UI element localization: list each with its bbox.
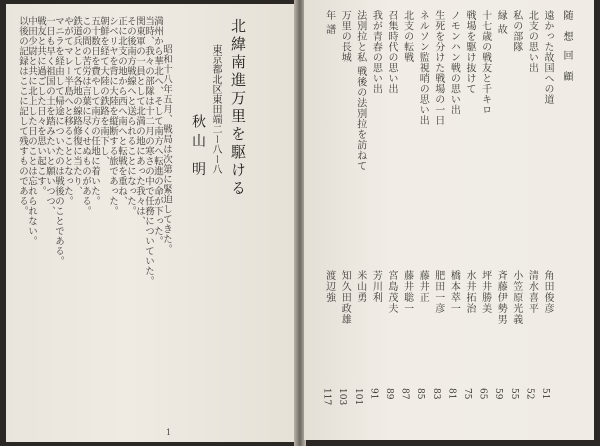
toc-title: 縁 故 (495, 10, 507, 35)
toc-entry[interactable] (322, 10, 336, 430)
toc-author: 芳川利 (370, 270, 382, 303)
toc-entry[interactable] (400, 10, 414, 430)
toc-author: 肥田一彦 (432, 270, 444, 314)
toc-title: ネルソン監視哨の思い出 (417, 10, 429, 126)
body-column: 中田少尉と共に北上した日のことは忘れられない。 (26, 16, 37, 246)
toc-title: 北支の転戦 (401, 10, 413, 63)
toc-title: ノモンハン戦の思い出 (448, 10, 460, 115)
toc-page-number: 81 (446, 388, 457, 400)
toc-entry[interactable] (368, 10, 382, 430)
body-column: 朝鮮を経て大陸の鉄路を南下し、 (98, 16, 109, 166)
body-column: 戦友と共に過ごした日々を思い起こす。 (35, 16, 46, 196)
toc-entry[interactable] (524, 10, 538, 430)
toc-page-number: 87 (399, 388, 410, 400)
toc-page-number: 51 (540, 388, 550, 400)
left-page (6, 4, 296, 442)
toc-author: 水井拓治 (464, 270, 475, 314)
toc-title: 十七歳の戦友と千キロ (479, 10, 491, 115)
toc-page-number: 91 (368, 388, 379, 400)
toc-page-number: 83 (430, 388, 441, 400)
section-head-memoirs: 回 顧 (561, 50, 572, 86)
toc-author: 渡辺強 (323, 270, 335, 303)
toc-entry[interactable] (540, 10, 554, 430)
section-head-essays: 随 想 (561, 10, 572, 46)
author-name: 秋山 明 (190, 114, 206, 181)
page-number: 1 (166, 428, 172, 437)
toc-title: 万里の長城 (339, 10, 351, 63)
toc-author: 橋本萃一 (448, 270, 460, 314)
toc-page-number: 103 (337, 388, 348, 406)
toc-author: 藤井正 (417, 270, 429, 303)
toc-page-number: 75 (462, 388, 472, 400)
toc-entry[interactable] (509, 10, 523, 430)
toc-author: 小笠原光義 (510, 270, 522, 325)
toc-entry[interactable] (493, 10, 507, 430)
toc-page-number: 65 (477, 388, 488, 400)
body-column: 昭和十八年五月、戦局は次第に緊迫してきた。 (161, 44, 172, 254)
toc-author: 角田俊彦 (542, 270, 553, 314)
body-column: シベリヤを背に大陸を縦断する旅であった。 (107, 16, 118, 216)
toc-entry[interactable] (384, 10, 398, 430)
toc-author: 知久田政雄 (339, 270, 351, 325)
toc-title: 召集時代の思い出 (386, 10, 397, 94)
body-column: 関東軍の一員として北満の地にあった我々は、 (134, 16, 145, 226)
toc-entry[interactable] (446, 10, 460, 430)
toc-page-number: 59 (493, 388, 504, 400)
toc-title: 我が青春の思い出 (370, 10, 382, 94)
toc-page-number: 52 (524, 388, 535, 400)
toc-page-number: 117 (321, 388, 332, 406)
toc-title: 遠かった故国への道 (542, 10, 553, 105)
body-column: この間の苦労は言葉に尽くせぬものがある。 (80, 16, 91, 216)
body-column: 以後の記録はここに記して残すものである。 (17, 16, 28, 216)
toc-entry[interactable] (431, 10, 445, 430)
author-address: 東京都北区東田端二ー八ー八 (210, 44, 221, 174)
toc-entry[interactable] (337, 10, 351, 430)
toc-author: 米山勇 (354, 270, 366, 303)
body-column: 一日も早く祖国の土を踏みたいと願いつつ、 (44, 16, 55, 216)
toc-title: 北支の思い出 (526, 10, 538, 73)
essay-title: 北緯南進万里を駆ける (229, 18, 247, 198)
toc-title: 年 譜 (323, 10, 335, 35)
toc-title: 生死を分けた戦場の一日 (432, 10, 444, 126)
body-column: 満州から華北へ、そして南方へ転進の命が下った。 (152, 16, 163, 246)
toc-entry[interactable] (415, 10, 429, 430)
body-column: 当時、我々の部隊は十二月の寒さの中で任務についていた。 (143, 16, 154, 286)
toc-author: 宮島茂夫 (386, 270, 397, 314)
toc-entry[interactable] (478, 10, 492, 430)
toc-title: 私の部隊 (510, 10, 522, 52)
body-column: マニラを経由して帰途についたのは戦後のことである。 (53, 16, 64, 266)
toc-author: 藤井聡一 (401, 270, 413, 314)
body-column: 正に北支の地から西へ南へと転戦を重ね、 (116, 16, 127, 206)
toc-title: 戦場を駆け抜けて (464, 10, 475, 94)
body-column: やがてマレー半島へと移ることとなった。 (62, 16, 73, 206)
body-column: 鉄道兵として各地の線路修復に当たり、 (71, 16, 82, 196)
toc-page-number: 101 (352, 388, 363, 406)
toc-author: 斉藤伊勢男 (495, 270, 507, 325)
body-column: その後南方戦線へと送られることになった。 (125, 16, 136, 216)
toc-page-number: 85 (415, 388, 426, 400)
toc-entry[interactable] (353, 10, 367, 430)
toc-entry[interactable] (462, 10, 476, 430)
toc-author: 清水喜平 (526, 270, 538, 314)
toc-title: 法別拉と私 戦後の法別拉を訪ねて (354, 10, 366, 172)
toc-author: 坪井勝美 (479, 270, 491, 314)
toc-page-number: 89 (384, 388, 394, 400)
toc-page-number: 55 (508, 388, 519, 400)
right-page (304, 0, 594, 440)
body-column: 五十数日を費やして南方の任地に着いた。 (89, 16, 100, 206)
